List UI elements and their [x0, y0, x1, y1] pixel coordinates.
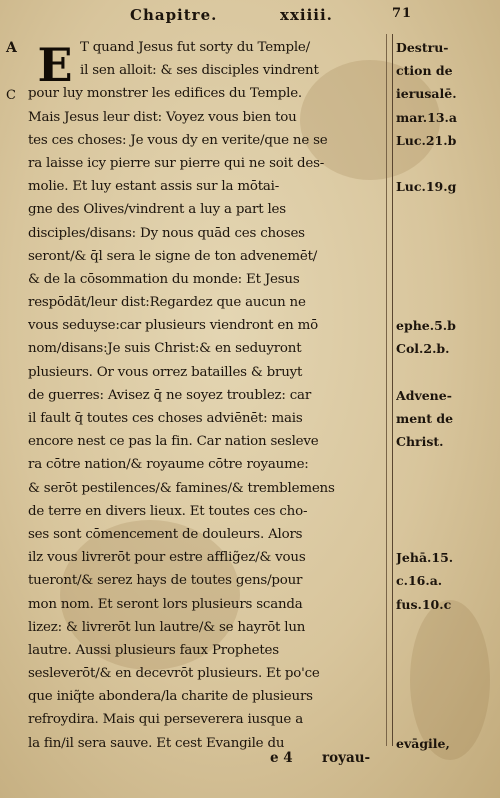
margin-note	[396, 477, 496, 500]
text-line: de guerres: Avisez q̄ ne soyez troublez: car	[28, 387, 312, 403]
text-line: disciples/disans: Dy nous quād ces choses	[28, 225, 305, 241]
column-rule	[392, 34, 393, 746]
margin-note	[396, 685, 496, 708]
text-line: lautre. Aussi plusieurs faux Prophetes	[28, 642, 279, 658]
margin-note: Luc.21.b	[396, 132, 457, 148]
text-line: ses sont cōmencement de douleurs. Alors	[28, 526, 303, 542]
margin-note: Christ.	[396, 434, 444, 450]
text-line: ra cōtre nation/& royaume cōtre royaume:	[28, 457, 309, 473]
margin-note	[396, 500, 496, 523]
main-text	[28, 36, 386, 755]
column-rule	[386, 34, 387, 746]
margin-mark: C	[6, 88, 16, 103]
text-line: il sen alloit: & ses disciples vindrent	[80, 63, 319, 79]
margin-note: ment de	[396, 411, 454, 426]
text-line: nom/disans:Je suis Christ:& en seduyront	[28, 341, 302, 357]
text-line: sesleverōt/& en decevrōt plusieurs. Et po'ce	[28, 666, 320, 682]
margin-note: Jehā.15.	[396, 550, 454, 566]
text-line: molie. Et luy estant assis sur la mōtai-	[28, 179, 280, 195]
text-line: que iniq̃te abondera/la charite de plusieurs	[28, 689, 313, 705]
margin-notes	[396, 36, 496, 755]
text-line: pour luy monstrer les edifices du Temple.	[28, 86, 302, 102]
margin-note	[396, 268, 496, 291]
page-footer	[0, 748, 500, 772]
text-line: la fin/il sera sauve. Et cest Evangile du	[28, 735, 285, 751]
text-line: gne des Olives/vindrent a luy a part les	[28, 202, 286, 218]
margin-note	[396, 639, 496, 662]
text-line: ilz vous livrerōt pour estre afflig̃ez/& vous	[28, 550, 306, 566]
margin-note: evāgile,	[396, 735, 450, 751]
text-line: & de la cōsommation du monde: Et Jesus	[28, 271, 300, 287]
margin-note: Luc.19.g	[396, 179, 457, 195]
text-line: tueront/& serez hays de toutes gens/pour	[28, 573, 303, 589]
text-line: il fault q̄ toutes ces choses adviēnēt: mais	[28, 411, 303, 426]
text-line: respōdāt/leur dist:Regardez que aucun ne	[28, 295, 306, 311]
margin-note: ierusalē.	[396, 86, 457, 102]
margin-note	[396, 616, 496, 639]
margin-note	[396, 708, 496, 731]
text-line: ra laisse icy pierre sur pierre qui ne soit des-	[28, 155, 325, 171]
catchword: royau-	[322, 750, 371, 766]
margin-note	[396, 291, 496, 314]
margin-note	[396, 662, 496, 685]
margin-note: Destru-	[396, 40, 449, 55]
drop-capital: E	[37, 38, 73, 92]
text-line: refroydira. Mais qui perseverera iusque a	[28, 712, 303, 728]
signature-mark: e 4	[270, 750, 293, 766]
text-line: tes ces choses: Je vous dy en verite/que ne se	[28, 132, 328, 148]
margin-note	[396, 152, 496, 175]
margin-note	[396, 198, 496, 221]
margin-note: c.16.a.	[396, 573, 443, 589]
margin-note: mar.13.a	[396, 109, 457, 125]
text-line: mon nom. Et seront lors plusieurs scanda	[28, 596, 303, 612]
text-line: encore nest ce pas la fin. Car nation sesleve	[28, 434, 319, 450]
text-line: plusieurs. Or vous orrez batailles & bruyt	[28, 364, 303, 380]
margin-note	[396, 523, 496, 546]
folio-number: xxiiii.	[280, 6, 333, 24]
page-number: 71	[392, 6, 413, 21]
margin-note: ephe.5.b	[396, 318, 456, 334]
text-line: & serōt pestilences/& famines/& tremblemens	[28, 480, 335, 496]
margin-note: Advene-	[396, 387, 452, 403]
text-line: vous seduyse:car plusieurs viendront en mō	[28, 318, 318, 334]
chapter-heading: Chapitre.	[130, 6, 218, 24]
page-header	[130, 4, 430, 28]
text-line: lizez: & livrerōt lun lautre/& se hayrōt lun	[28, 619, 306, 635]
text-line: T quand Jesus fut sorty du Temple/	[80, 40, 310, 55]
margin-note	[396, 245, 496, 268]
text-line: Mais Jesus leur dist: Voyez vous bien tou	[28, 109, 297, 125]
text-line: seront/& q̄l sera le signe de ton advenemēt/	[28, 248, 318, 264]
text-line: de terre en divers lieux. Et toutes ces cho-	[28, 503, 308, 519]
margin-note	[396, 361, 496, 384]
margin-note	[396, 222, 496, 245]
margin-note: fus.10.c	[396, 596, 452, 612]
margin-note: Col.2.b.	[396, 341, 450, 357]
margin-note	[396, 453, 496, 476]
margin-note: ction de	[396, 63, 453, 79]
section-mark: A	[6, 40, 17, 56]
